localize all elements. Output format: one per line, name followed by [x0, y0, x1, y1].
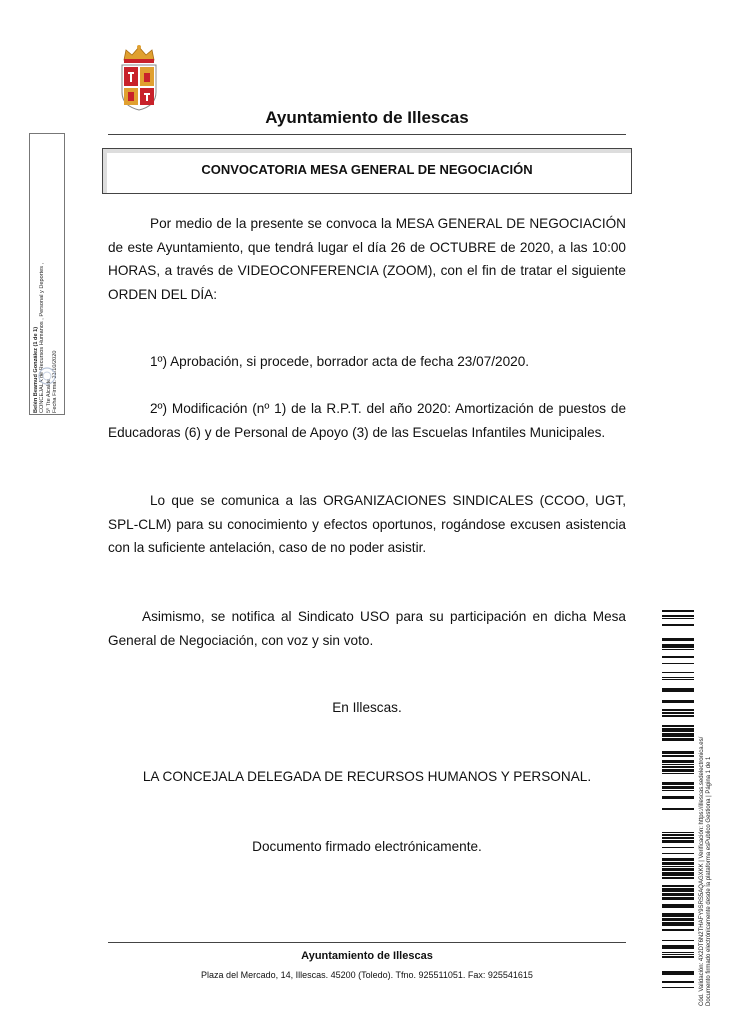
barcode-stripe — [662, 940, 694, 941]
barcode-stripe — [662, 956, 694, 958]
barcode-stripe — [662, 615, 694, 617]
barcode-stripe — [662, 679, 694, 680]
convocatoria-title: CONVOCATORIA MESA GENERAL DE NEGOCIACIÓN — [201, 162, 533, 177]
signature-date: Fecha Firma: 21/10/2020 — [52, 350, 59, 413]
barcode-stripe — [662, 918, 694, 921]
header-divider — [108, 134, 626, 135]
barcode-stripe — [662, 766, 694, 768]
barcode-stripe — [662, 834, 694, 836]
agenda-item-2-text: 2º) Modificación (nº 1) de la R.P.T. del año 2020: Amortización de puestos de Educadoras (6) y de Personal de Apoyo (3) de las Escuelas Infantiles Municipales. — [108, 401, 626, 440]
intro-text: Por medio de la presente se convoca la MESA GENERAL DE NEGOCIACIÓN de este Ayuntamiento, que tendrá lugar el día 26 de OCTUBRE de 2020, a las 10:00 HORAS, a través de VIDEOCONFERENCIA (ZOOM), con el fin de tratar el siguiente ORDEN DEL DÍA: — [108, 216, 626, 302]
barcode-stripe — [662, 922, 694, 926]
barcode-stripe — [662, 610, 694, 612]
barcode-stripe — [662, 751, 694, 754]
barcode-stripe — [662, 700, 694, 703]
barcode-stripe — [662, 712, 694, 714]
barcode-stripe — [662, 656, 694, 658]
barcode-stripe — [662, 663, 694, 664]
barcode-stripe — [662, 755, 694, 757]
barcode-stripe — [662, 837, 694, 839]
barcode-stripe — [662, 877, 694, 879]
barcode-stripe — [662, 885, 694, 887]
barcode-stripe — [662, 954, 694, 955]
barcode-stripe — [662, 913, 694, 917]
footer-name: Ayuntamiento de Illescas — [301, 950, 433, 962]
barcode-stripe — [662, 733, 694, 737]
barcode-stripe — [662, 790, 694, 791]
barcode-stripe — [662, 709, 694, 711]
barcode-stripe — [662, 981, 694, 983]
barcode-stripe — [662, 738, 694, 741]
agenda-item-1-text: 1º) Aprobación, si procede, borrador acta de fecha 23/07/2020. — [150, 354, 530, 369]
barcode-stripe — [662, 987, 694, 988]
barcode-stripe — [662, 929, 694, 931]
agenda-item-1 — [108, 350, 626, 374]
barcode-stripe — [662, 872, 694, 876]
barcode-stripe — [662, 782, 694, 785]
barcode-stripe — [662, 945, 694, 949]
barcode-stripe — [662, 904, 694, 908]
agenda-item-2 — [108, 397, 626, 444]
barcode-stripe — [662, 649, 694, 650]
barcode-stripe — [662, 786, 694, 789]
sindicales-paragraph — [108, 489, 626, 560]
barcode-stripe — [662, 760, 694, 763]
barcode-stripe — [662, 862, 694, 865]
barcode-stripe — [662, 840, 694, 843]
uso-paragraph — [108, 605, 626, 652]
barcode-stripe — [662, 866, 694, 867]
electronic-signature-note: Documento firmado electrónicamente. — [252, 839, 482, 854]
barcode-stripe — [662, 832, 694, 833]
sindicales-text: Lo que se comunica a las ORGANIZACIONES SINDICALES (CCOO, UGT, SPL-CLM) para su conocimiento y efectos oportunos, rogándose excusen asistencia con la suficiente antelación, caso de no poder asistir. — [108, 493, 626, 555]
barcode-stripe — [662, 672, 694, 673]
barcode-icon — [662, 610, 694, 988]
barcode-stripe — [662, 853, 694, 854]
barcode-stripe — [662, 624, 694, 626]
barcode-stripe — [662, 888, 694, 892]
verification-details — [699, 646, 713, 1006]
place-line: En Illescas. — [332, 700, 402, 715]
barcode-stripe — [662, 893, 694, 896]
signer-position: 5º Tte Alcalde — [46, 378, 52, 413]
barcode-stripe — [662, 952, 694, 953]
footer-address: Plaza del Mercado, 14, Illescas. 45200 (Toledo). Tfno. 925511051. Fax: 925541615 — [201, 970, 533, 980]
barcode-stripe — [662, 715, 694, 717]
signer-role: CONCEJALA de Recursos Humanos , Personal y Deportes , — [39, 262, 46, 413]
barcode-stripe — [662, 796, 694, 799]
barcode-stripe — [662, 808, 694, 810]
header-title: Ayuntamiento de Illescas — [265, 108, 469, 127]
footer-divider — [108, 942, 626, 943]
barcode-stripe — [662, 618, 694, 619]
barcode-stripe — [662, 971, 694, 975]
verification-code: Cód. Validación: 4X2DT6N2THAFY9SRS5AQAGXKK | Verificación: https://illescas.sedelectronica.es/ — [699, 736, 705, 1006]
signer-title: LA CONCEJALA DELEGADA DE RECURSOS HUMANOS Y PERSONAL. — [142, 769, 592, 784]
barcode-stripe — [662, 847, 694, 848]
barcode-stripe — [662, 677, 694, 678]
signature-seal-icon — [37, 366, 57, 386]
barcode-stripe — [662, 764, 694, 765]
barcode-stripe — [662, 868, 694, 871]
municipal-crest-icon — [118, 42, 160, 112]
barcode-stripe — [662, 725, 694, 727]
uso-text: Asimismo, se notifica al Sindicato USO para su participación en dicha Mesa General de Negociación, con voz y sin voto. — [108, 609, 626, 648]
signer-name: Belén Beamud González (1 de 1) — [33, 326, 40, 413]
intro-paragraph — [108, 212, 626, 306]
barcode-stripe — [662, 858, 694, 861]
barcode-stripe — [662, 638, 694, 641]
barcode-stripe — [662, 728, 694, 732]
barcode-stripe — [662, 688, 694, 692]
barcode-stripe — [662, 644, 694, 648]
barcode-stripe — [662, 769, 694, 772]
barcode-stripe — [662, 897, 694, 900]
barcode-stripe — [662, 773, 694, 774]
verification-platform: Documento firmado electrónicamente desde la plataforma esPublico Gestiona | Página 1 de 1 — [706, 756, 712, 1006]
